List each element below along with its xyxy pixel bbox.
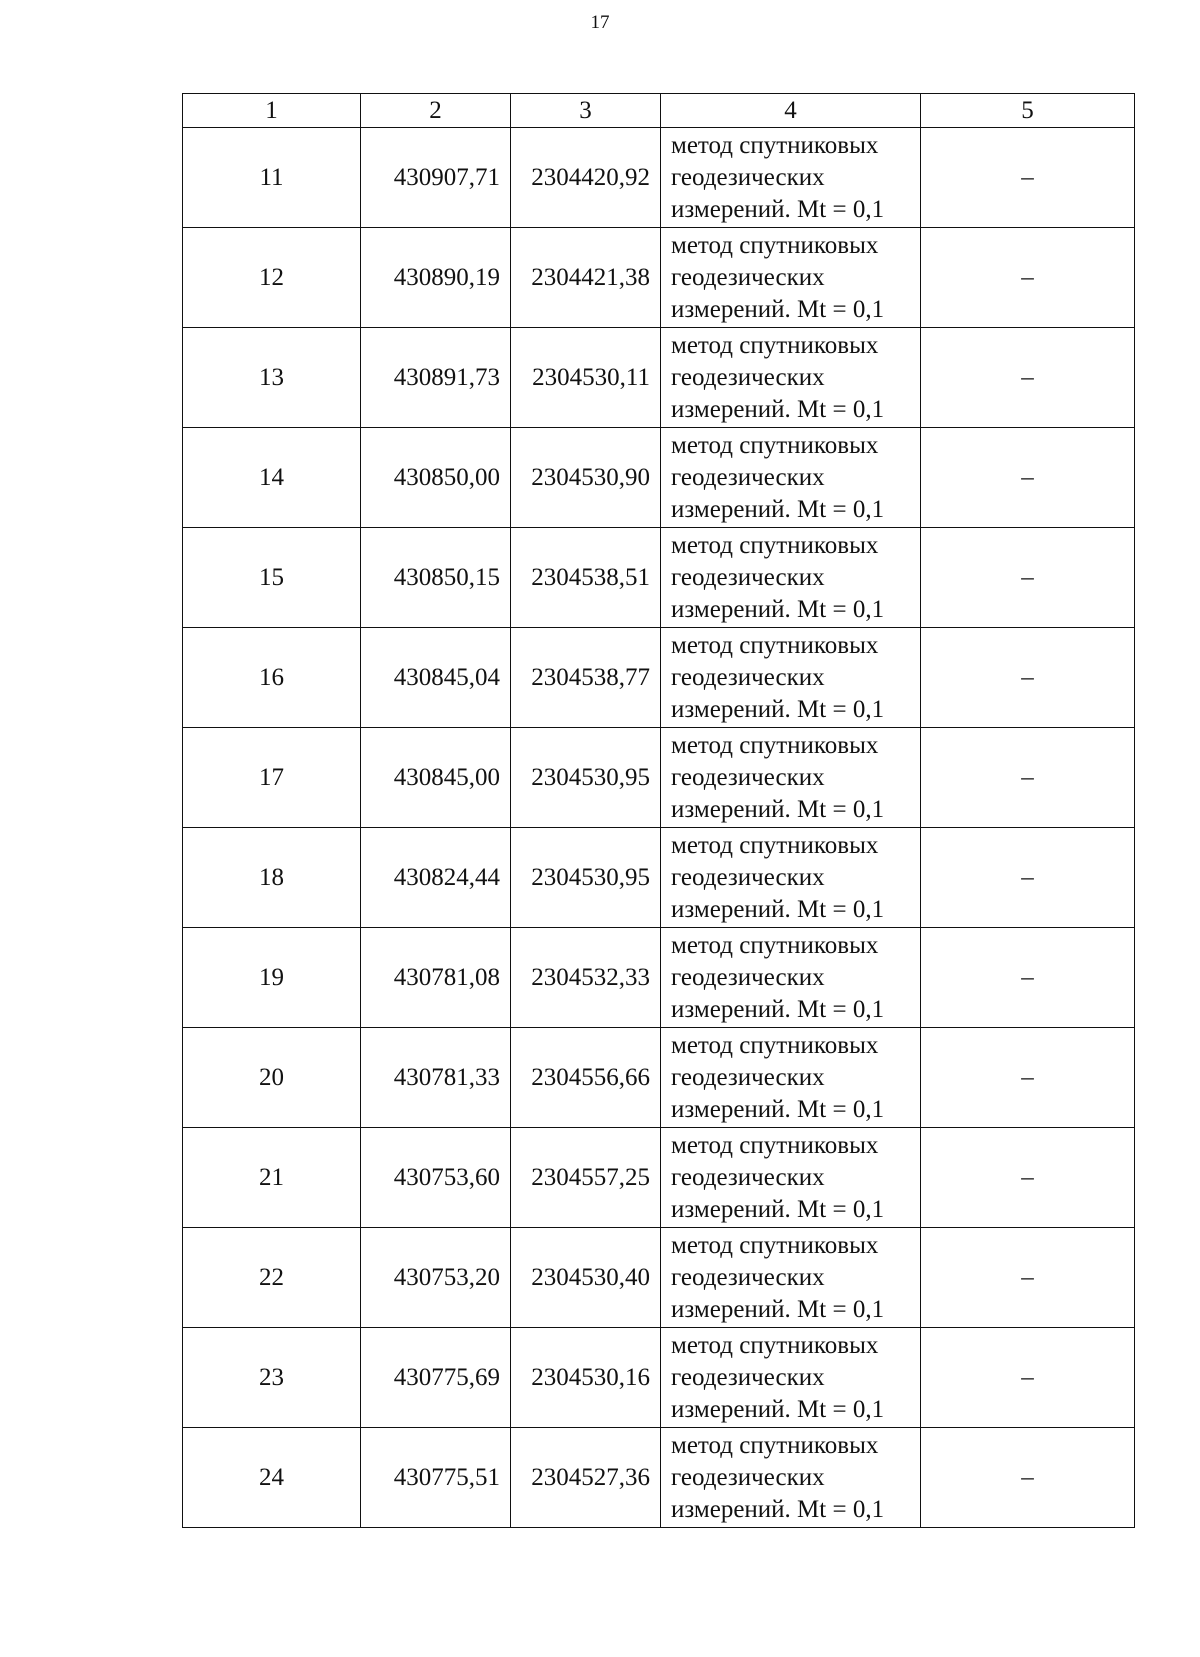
method-line: измерений. Mt = 0,1 [671,995,885,1023]
method-line: метод спутниковых [671,1131,879,1159]
method-line: измерений. Mt = 0,1 [671,1495,885,1523]
x-coordinate-cell: 430890,19 [361,228,511,328]
point-number-cell: 22 [183,1228,361,1328]
note-cell: – [921,428,1135,528]
method-cell [661,828,921,928]
method-cell [661,628,921,728]
note-cell: – [921,128,1135,228]
method-line: измерений. Mt = 0,1 [671,195,885,223]
method-cell [661,928,921,1028]
table-body [183,128,1135,1528]
x-coordinate-cell: 430845,00 [361,728,511,828]
method-line: измерений. Mt = 0,1 [671,495,885,523]
table-row [183,1428,1135,1528]
method-line: измерений. Mt = 0,1 [671,1195,885,1223]
x-coordinate-cell: 430753,60 [361,1128,511,1228]
method-line: геодезических [671,163,825,191]
column-header-2: 2 [361,94,511,128]
table-row [183,128,1135,228]
note-cell: – [921,528,1135,628]
x-coordinate-cell: 430845,04 [361,628,511,728]
point-number-cell: 21 [183,1128,361,1228]
x-coordinate-cell: 430753,20 [361,1228,511,1328]
method-cell [661,328,921,428]
y-coordinate-cell: 2304532,33 [511,928,661,1028]
method-line: метод спутниковых [671,1231,879,1259]
table-row [183,1128,1135,1228]
method-line: геодезических [671,663,825,691]
method-line: геодезических [671,563,825,591]
coordinates-table [182,93,1135,1528]
method-line: метод спутниковых [671,531,879,559]
method-line: метод спутниковых [671,931,879,959]
method-line: геодезических [671,1363,825,1391]
column-header-4: 4 [661,94,921,128]
table-row [183,828,1135,928]
column-header-3: 3 [511,94,661,128]
x-coordinate-cell: 430891,73 [361,328,511,428]
y-coordinate-cell: 2304420,92 [511,128,661,228]
method-line: измерений. Mt = 0,1 [671,295,885,323]
table-row [183,228,1135,328]
point-number-cell: 11 [183,128,361,228]
y-coordinate-cell: 2304557,25 [511,1128,661,1228]
method-line: геодезических [671,763,825,791]
method-line: геодезических [671,963,825,991]
method-line: измерений. Mt = 0,1 [671,895,885,923]
point-number-cell: 17 [183,728,361,828]
y-coordinate-cell: 2304530,90 [511,428,661,528]
point-number-cell: 19 [183,928,361,1028]
y-coordinate-cell: 2304538,77 [511,628,661,728]
point-number-cell: 20 [183,1028,361,1128]
x-coordinate-cell: 430824,44 [361,828,511,928]
table-row [183,928,1135,1028]
method-cell [661,528,921,628]
column-header-1: 1 [183,94,361,128]
method-line: метод спутниковых [671,1031,879,1059]
y-coordinate-cell: 2304527,36 [511,1428,661,1528]
y-coordinate-cell: 2304421,38 [511,228,661,328]
note-cell: – [921,928,1135,1028]
method-line: метод спутниковых [671,831,879,859]
method-line: геодезических [671,863,825,891]
table-row [183,628,1135,728]
y-coordinate-cell: 2304530,95 [511,728,661,828]
method-cell [661,1428,921,1528]
x-coordinate-cell: 430781,08 [361,928,511,1028]
column-header-5: 5 [921,94,1135,128]
table-row [183,428,1135,528]
page-number: 17 [590,12,610,33]
method-line: измерений. Mt = 0,1 [671,395,885,423]
method-line: измерений. Mt = 0,1 [671,1295,885,1323]
method-cell [661,1228,921,1328]
x-coordinate-cell: 430850,00 [361,428,511,528]
table-row [183,1028,1135,1128]
y-coordinate-cell: 2304538,51 [511,528,661,628]
table-row [183,1328,1135,1428]
y-coordinate-cell: 2304530,11 [511,328,661,428]
point-number-cell: 18 [183,828,361,928]
point-number-cell: 15 [183,528,361,628]
note-cell: – [921,828,1135,928]
method-cell [661,728,921,828]
x-coordinate-cell: 430850,15 [361,528,511,628]
table-row [183,328,1135,428]
x-coordinate-cell: 430775,51 [361,1428,511,1528]
method-line: измерений. Mt = 0,1 [671,595,885,623]
method-line: измерений. Mt = 0,1 [671,695,885,723]
x-coordinate-cell: 430775,69 [361,1328,511,1428]
note-cell: – [921,328,1135,428]
x-coordinate-cell: 430907,71 [361,128,511,228]
note-cell: – [921,1328,1135,1428]
method-cell [661,428,921,528]
method-line: метод спутниковых [671,131,879,159]
method-line: измерений. Mt = 0,1 [671,1395,885,1423]
method-line: геодезических [671,363,825,391]
point-number-cell: 12 [183,228,361,328]
note-cell: – [921,728,1135,828]
y-coordinate-cell: 2304530,40 [511,1228,661,1328]
x-coordinate-cell: 430781,33 [361,1028,511,1128]
method-line: метод спутниковых [671,731,879,759]
method-line: геодезических [671,1463,825,1491]
method-line: метод спутниковых [671,631,879,659]
note-cell: – [921,628,1135,728]
method-cell [661,228,921,328]
method-line: геодезических [671,263,825,291]
method-line: метод спутниковых [671,1431,879,1459]
method-cell [661,128,921,228]
note-cell: – [921,1428,1135,1528]
note-cell: – [921,1128,1135,1228]
method-line: геодезических [671,1263,825,1291]
method-line: геодезических [671,1063,825,1091]
method-line: геодезических [671,463,825,491]
method-line: измерений. Mt = 0,1 [671,795,885,823]
method-line: геодезических [671,1163,825,1191]
method-line: метод спутниковых [671,431,879,459]
point-number-cell: 16 [183,628,361,728]
point-number-cell: 13 [183,328,361,428]
method-cell [661,1328,921,1428]
table-row [183,1228,1135,1328]
point-number-cell: 23 [183,1328,361,1428]
point-number-cell: 14 [183,428,361,528]
method-line: измерений. Mt = 0,1 [671,1095,885,1123]
method-cell [661,1128,921,1228]
y-coordinate-cell: 2304530,16 [511,1328,661,1428]
table-row [183,728,1135,828]
method-line: метод спутниковых [671,331,879,359]
note-cell: – [921,1228,1135,1328]
y-coordinate-cell: 2304530,95 [511,828,661,928]
note-cell: – [921,1028,1135,1128]
table-header-row [183,94,1135,128]
note-cell: – [921,228,1135,328]
method-cell [661,1028,921,1128]
y-coordinate-cell: 2304556,66 [511,1028,661,1128]
table-row [183,528,1135,628]
method-line: метод спутниковых [671,1331,879,1359]
point-number-cell: 24 [183,1428,361,1528]
method-line: метод спутниковых [671,231,879,259]
